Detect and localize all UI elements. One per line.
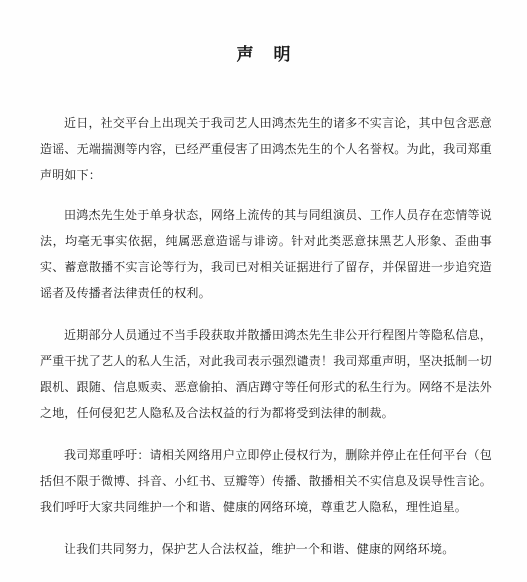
document-title: 声明 (236, 45, 311, 65)
paragraph-appeal: 我司郑重呼吁：请相关网络用户立即停止侵权行为，删除并停止在任何平台（包括但不限于微博、抖音、小红书、豆瓣等）传播、散播相关不实信息及误导性言论。我们呼吁大家共同维护一个和谐、健康的网络环境，尊重艺人隐私，理性追星。 (40, 448, 492, 514)
document-body (40, 110, 492, 574)
paragraph-privacy: 近期部分人员通过不当手段获取并散播田鸿杰先生非公开行程图片等隐私信息，严重干扰了艺人的私人生活，对此我司表示强烈谴责！我司郑重声明，坚决抵制一切跟机、跟随、信息贩卖、恶意偷拍、酒店蹲守等任何形式的私生行为。网络不是法外之地，任何侵犯艺人隐私及合法权益的行为都将受到法律的制裁。 (40, 328, 492, 420)
paragraph-closing: 让我们共同努力，保护艺人合法权益，维护一个和谐、健康的网络环境。 (64, 542, 455, 556)
paragraph-single-status: 田鸿杰先生处于单身状态，网络上流传的其与同组演员、工作人员存在恋情等说法，均毫无事实依据，纯属恶意造谣与诽谤。针对此类恶意抹黑艺人形象、歪曲事实、蓄意散播不实言论等行为，我司已对相关证据进行了留存，并保留进一步追究造谣者及传播者法律责任的权利。 (40, 208, 492, 300)
paragraph-intro: 近日，社交平台上出现关于我司艺人田鸿杰先生的诸多不实言论，其中包含恶意造谣、无端揣测等内容，已经严重侵害了田鸿杰先生的个人名誉权。为此，我司郑重声明如下： (40, 116, 492, 182)
